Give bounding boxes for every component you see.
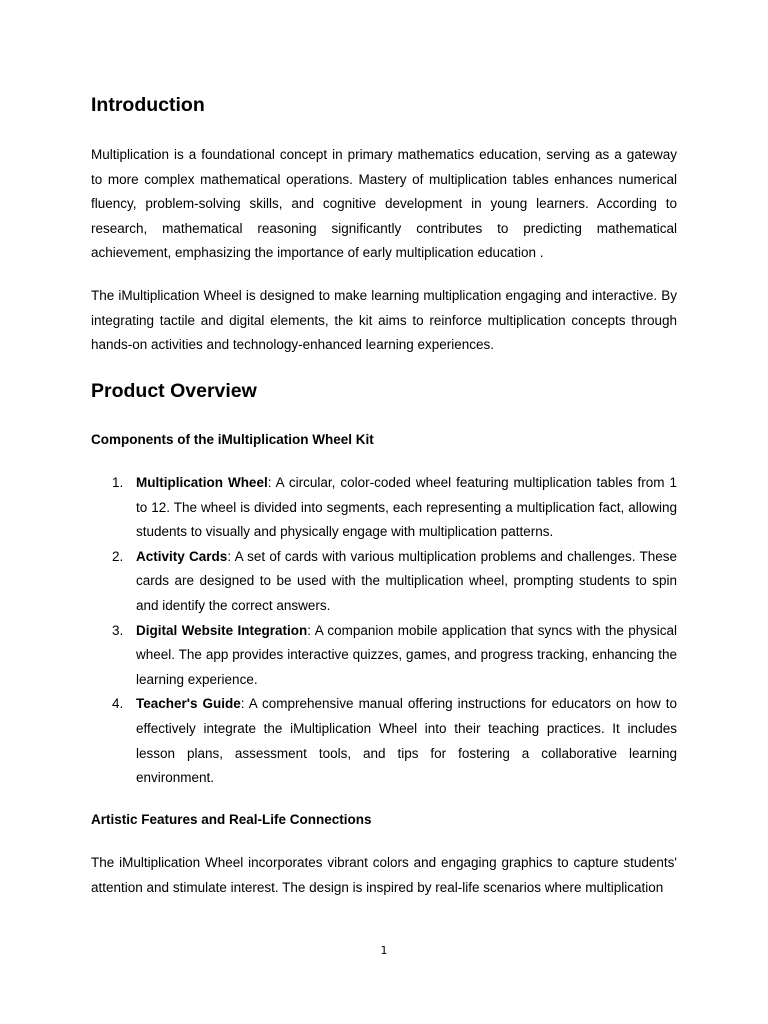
components-list: [91, 471, 677, 791]
list-item-text: : A set of cards with various multiplication problems and challenges. These cards are designed to be used with the multiplication wheel, prompting students to spin and identify the correct answers.: [136, 548, 677, 613]
page-number: 1: [380, 944, 388, 957]
product-overview-heading: Product Overview: [91, 380, 257, 402]
artistic-features-paragraph: The iMultiplication Wheel incorporates vibrant colors and engaging graphics to capture students' attention and stimulate interest. The design is inspired by real-life scenarios where multiplication: [91, 855, 677, 895]
list-item-title: Teacher's Guide: [136, 696, 241, 712]
list-item-title: Activity Cards: [136, 548, 228, 564]
list-item: [91, 471, 677, 545]
artistic-features-heading: Artistic Features and Real-Life Connections: [91, 812, 372, 827]
list-item-number: 2.: [112, 548, 124, 564]
list-item: [91, 692, 677, 790]
list-item-text: : A comprehensive manual offering instructions for educators on how to effectively integrate the iMultiplication Wheel into their teaching practices. It includes lesson plans, assessment tools, and tips for fostering a collaborative learning environment.: [136, 696, 677, 786]
list-item: [91, 545, 677, 619]
list-item-title: Multiplication Wheel: [136, 475, 268, 490]
components-heading: Components of the iMultiplication Wheel Kit: [91, 432, 374, 447]
list-item-number: 3.: [112, 622, 124, 638]
list-item-text: : A companion mobile application that syncs with the physical wheel. The app provides interactive quizzes, games, and progress tracking, enhancing the learning experience.: [136, 622, 678, 687]
list-item-text: : A circular, color-coded wheel featuring multiplication tables from 1 to 12. The wheel is divided into segments, each representing a multiplication fact, allowing students to visually and physically engage with multiplication patterns.: [136, 475, 677, 540]
list-item-number: 4.: [112, 696, 124, 712]
introduction-paragraph-1: Multiplication is a foundational concept in primary mathematics education, serving as a gateway to more complex mathematical operations. Mastery of multiplication tables enhances numerical fluency, problem-solving skills, and cognitive development in young learners. According to research, mathematical reasoning significantly contributes to predicting mathematical achievement, emphasizing the importance of early multiplication education .: [91, 147, 677, 261]
introduction-heading: Introduction: [91, 94, 205, 116]
introduction-paragraph-2: The iMultiplication Wheel is designed to make learning multiplication engaging and interactive. By integrating tactile and digital elements, the kit aims to reinforce multiplication concepts through hands-on activities and technology-enhanced learning experiences.: [91, 288, 677, 353]
list-item-title: Digital Website Integration: [136, 622, 308, 638]
list-item: [91, 619, 677, 693]
list-item-number: 1.: [112, 475, 124, 490]
